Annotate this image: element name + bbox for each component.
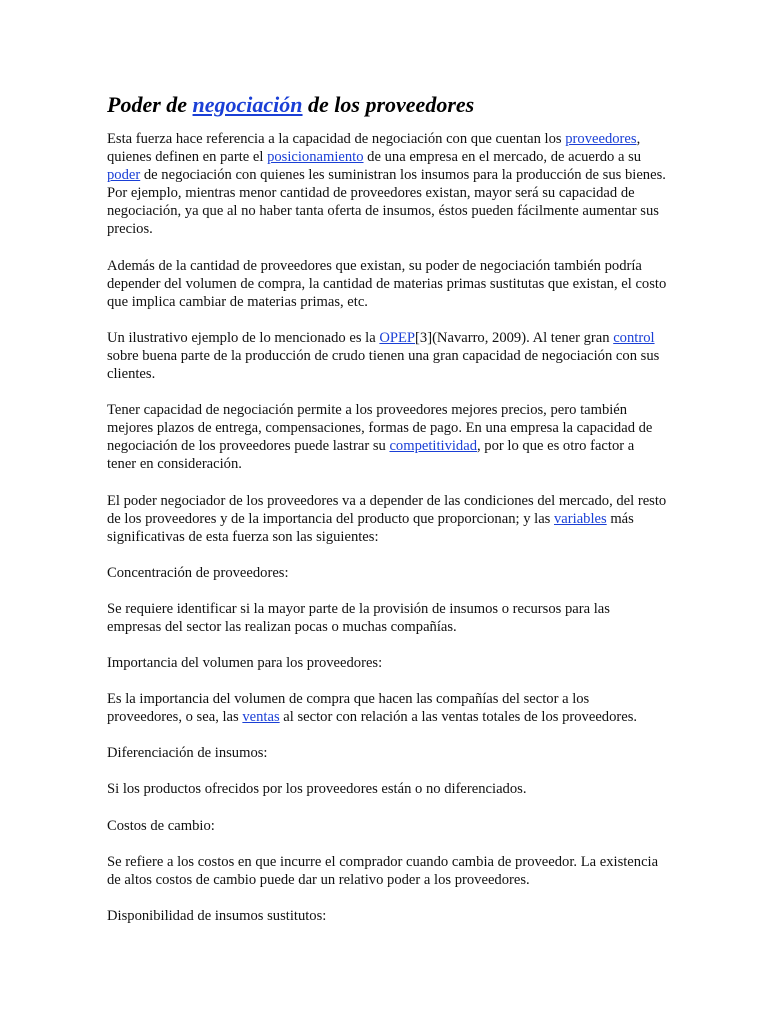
subheading-costos: Costos de cambio:: [107, 817, 215, 834]
link-opep[interactable]: OPEP: [379, 329, 416, 346]
paragraph-diferenciacion: Si los productos ofrecidos por los proveedores están o no diferenciados.: [107, 781, 527, 798]
paragraph-capacidad: [107, 401, 667, 473]
text-span: El poder negociador de los proveedores va a depender de las condiciones del mercado, del resto de los proveedores y de la importancia del producto que proporcionan; y las: [107, 492, 667, 527]
text-span: [3](Navarro, 2009). Al tener gran: [415, 329, 614, 346]
link-variables[interactable]: variables: [554, 510, 607, 527]
text-span: Esta fuerza hace referencia a la capacidad de negociación con que cuentan los: [107, 131, 566, 147]
title-text-before: Poder de: [107, 92, 193, 117]
text-span: , por lo que es otro factor a tener en consideración.: [107, 438, 635, 473]
title-text-after: de los proveedores: [302, 92, 475, 117]
link-competitividad[interactable]: competitividad: [389, 438, 477, 455]
paragraph-intro: [107, 130, 667, 239]
text-span: Un ilustrativo ejemplo de lo mencionado es la: [107, 329, 380, 346]
paragraph-costos: Se refiere a los costos en que incurre el comprador cuando cambia de proveedor. La existencia de altos costos de cambio puede dar un relativo poder a los proveedores.: [107, 853, 659, 888]
text-span: de una empresa en el mercado, de acuerdo a su: [363, 149, 642, 166]
document-page: [107, 92, 667, 943]
text-span: sobre buena parte de la producción de crudo tienen una gran capacidad de negociación con sus clientes.: [107, 347, 660, 383]
link-negociacion[interactable]: negociación: [192, 92, 303, 117]
paragraph-opep: [107, 329, 667, 383]
page-title: [107, 92, 667, 118]
text-span: Tener capacidad de negociación permite a los proveedores mejores precios, pero también mejores plazos de entrega, compensaciones, formas de pago. En una empresa la capacidad de negociación de los proveedores puede lastrar su: [107, 402, 653, 455]
paragraph-concentracion: Se requiere identificar si la mayor parte de la provisión de insumos o recursos para las empresas del sector las realizan pocas o muchas compañías.: [107, 600, 610, 635]
paragraph-volumen: [107, 690, 667, 726]
link-posicionamiento[interactable]: posicionamiento: [267, 149, 364, 166]
text-span: Es la importancia del volumen de compra que hacen las compañías del sector a los proveedores, o sea, las: [107, 691, 590, 726]
subheading-disponibilidad: Disponibilidad de insumos sustitutos:: [107, 907, 327, 924]
text-span: al sector con relación a las ventas totales de los proveedores.: [279, 709, 638, 726]
subheading-volumen: Importancia del volumen para los proveedores:: [107, 655, 383, 672]
subheading-diferenciacion: Diferenciación de insumos:: [107, 745, 268, 762]
link-ventas[interactable]: ventas: [242, 709, 280, 726]
link-poder[interactable]: poder: [107, 167, 141, 184]
link-proveedores[interactable]: proveedores: [565, 131, 637, 147]
text-span: , quienes definen en parte el: [107, 131, 641, 166]
text-span: de negociación con quienes les suministran los insumos para la producción de sus bienes. Por ejemplo, mientras menor cantidad de proveedores existan, mayor será su capacidad de negociación, ya que al no haber tanta oferta de insumos, éstos pueden fácilmente aumentar sus precios.: [107, 167, 666, 238]
link-control[interactable]: control: [613, 329, 655, 346]
subheading-concentracion: Concentración de proveedores:: [107, 564, 289, 581]
paragraph-poder-negociador: [107, 492, 667, 546]
text-span: más significativas de esta fuerza son las siguientes:: [107, 510, 634, 545]
paragraph-volumen-compra: Además de la cantidad de proveedores que existan, su poder de negociación también podría depender del volumen de compra, la cantidad de materias primas sustitutas que existan, el costo que implica cambiar de materias primas, etc.: [107, 257, 667, 310]
